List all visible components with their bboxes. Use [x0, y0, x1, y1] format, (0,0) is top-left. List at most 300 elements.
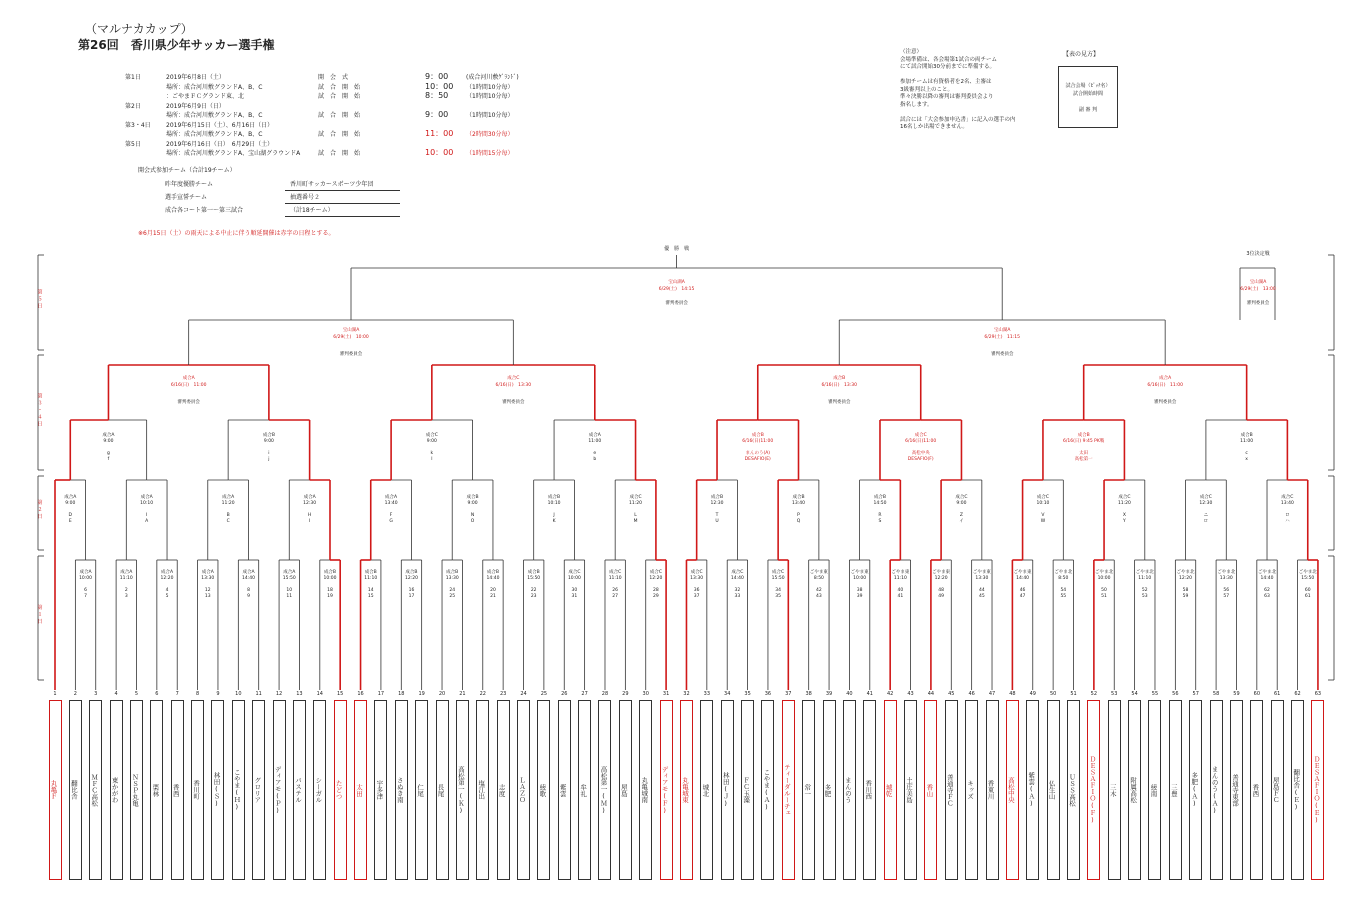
r1-match: ごやま北 10:00: [1095, 570, 1114, 581]
team-number: 34: [724, 691, 731, 697]
schedule-cell: 試 合 開 始: [318, 112, 361, 119]
seeding-label: 昨年度優勝チーム: [165, 181, 214, 188]
team-number: 20: [438, 691, 446, 697]
r1-match: 成合B 12:20: [404, 570, 418, 581]
quarter-ref: 審判委員会: [1153, 400, 1177, 405]
team-box: まんのう(Ａ): [1210, 700, 1223, 880]
team-box: 常一: [802, 700, 815, 880]
notes-line: 3級審判以上のこと。: [900, 86, 953, 93]
r2-match: 成合B 14:50 R S: [873, 495, 887, 524]
r2-match: 成合C 10:10 V W: [1036, 495, 1050, 524]
schedule-cell: 試 合 開 始: [318, 83, 361, 91]
r2-match: 成合A 12:30 H I: [303, 495, 317, 524]
schedule-cell: 8：50: [425, 91, 449, 100]
r3-match: 成合B 11:00 c x: [1240, 433, 1254, 462]
team-box: 善通寺ＦＣ: [945, 700, 958, 880]
r1-match: ごやま東 12:20: [932, 570, 951, 581]
round-label: 日: [37, 514, 43, 520]
team-box: 綾歌: [537, 700, 550, 880]
round-label: ２: [37, 507, 43, 513]
team-number: 3: [94, 691, 98, 697]
r1-ref: 48 49: [938, 588, 944, 599]
r1-ref: 24 25: [449, 588, 456, 599]
team-number: 32: [683, 691, 690, 697]
team-box: 多肥: [823, 700, 836, 880]
team-number: 44: [927, 691, 935, 697]
team-box: 善通寺東部: [1230, 700, 1243, 880]
team-box: こやま(Ｈ): [232, 700, 245, 880]
team-number: 60: [1253, 691, 1261, 697]
team-number: 28: [601, 691, 609, 697]
r1-ref: 52 53: [1141, 588, 1148, 599]
team-number: 40: [846, 691, 853, 697]
team-box: 栗林: [150, 700, 163, 880]
team-number: 57: [1192, 691, 1199, 697]
r1-match: ごやま北 12:20: [1176, 570, 1195, 581]
quarter-time: 6/16(日) 11:00: [1147, 383, 1183, 388]
quarter-ref: 審判委員会: [177, 400, 200, 405]
rain-warning: ※6月15日（土）の雨天による中止に伴う順延開催は赤字の日程とする。: [138, 230, 335, 237]
team-box: ＬＡＺＯ: [517, 700, 530, 880]
r1-ref: 12 13: [204, 588, 211, 599]
quarter-ref: 審判委員会: [502, 400, 525, 405]
final-venue: 宝山湖A: [668, 280, 685, 285]
team-box: 城北: [700, 700, 713, 880]
r1-match: ごやま東 14:40: [1013, 570, 1032, 581]
team-box: 高松第一(Ｋ): [456, 700, 469, 880]
team-box: パステル: [293, 700, 306, 880]
team-number: 35: [744, 691, 751, 697]
schedule-cell: 2019年6月16日（日） 6月29日（土）: [166, 140, 274, 148]
team-number: 48: [1009, 691, 1016, 697]
r1-match: 成合A 14:40: [242, 570, 255, 581]
r2-match: 成合B 10:10 J K: [547, 495, 561, 524]
team-number: 25: [540, 691, 548, 697]
team-number: 53: [1111, 691, 1118, 697]
round-label: ５: [37, 296, 43, 303]
team-number: 10: [235, 691, 242, 697]
team-number: 39: [825, 691, 833, 697]
team-number: 12: [275, 691, 283, 697]
quarter-time: 6/16(日) 11:00: [170, 383, 207, 388]
notes-line: 会場準備は、各会場第1試合の両チーム: [900, 56, 998, 63]
team-box: 丸亀Ｆ: [49, 700, 62, 880]
team-box: 香川西: [863, 700, 876, 880]
r1-ref: 8 9: [247, 588, 250, 599]
round-label: 第: [37, 605, 43, 611]
r1-ref: 14 15: [367, 588, 374, 599]
round-label: 日: [37, 421, 43, 428]
team-number: 43: [907, 691, 914, 697]
team-number: 59: [1233, 691, 1240, 697]
team-box: 翻比舎: [69, 700, 82, 880]
team-number: 29: [622, 691, 629, 697]
team-box: ディアモ(Ｆ): [660, 700, 673, 880]
r1-match: ごやま東 13:30: [972, 570, 991, 581]
schedule-cell: 9：00: [425, 72, 449, 81]
notes-title: （注意）: [900, 49, 923, 55]
r1-ref: 34 35: [775, 588, 781, 599]
r2-match: 成合A 9:00 D E: [64, 495, 77, 524]
quarter-venue: 成合C: [507, 376, 520, 381]
notes-line: にて試合開始30分前までに準備する。: [900, 64, 995, 70]
team-box: 香川町: [191, 700, 204, 880]
notes-line: 参加チームは有資格者を2名、主審は: [900, 79, 992, 85]
round-label: ３: [37, 400, 43, 407]
third-ref: 審判委員会: [1246, 301, 1270, 306]
final-label: 優 勝 戦: [664, 246, 690, 252]
team-number: 63: [1314, 691, 1322, 697]
seeding-value: 抽選番号２: [290, 194, 321, 201]
r1-match: 成合A 10:00: [79, 570, 93, 581]
schedule-cell: 第5日: [125, 140, 141, 148]
team-number: 7: [175, 691, 179, 697]
notes-line: 試合には「大会参加申込書」に記入の選手の内: [900, 116, 1016, 123]
schedule-cell: 場所：成合河川敷グランドA、宝山湖グラウンドA: [166, 150, 301, 157]
team-box: 紫雲: [558, 700, 571, 880]
round-label: ・: [37, 407, 43, 414]
seeding-label: 成合各コート第一〜第三試合: [165, 207, 244, 214]
r3-match: 成合C 9:00 k l: [425, 433, 438, 462]
team-number: 5: [134, 691, 139, 697]
schedule-cell: 開 会 式: [318, 74, 349, 81]
team-number: 61: [1274, 691, 1281, 697]
schedule-cell: (成合河川敷ｸﾞﾗﾝﾄﾞ): [466, 74, 519, 81]
team-number: 30: [642, 691, 649, 697]
r1-match: 成合B 10:00: [323, 570, 337, 581]
subtitle: （マルナカカップ）: [85, 22, 193, 36]
r1-ref: 54 55: [1060, 588, 1067, 599]
schedule-cell: （2時間30分毎）: [466, 131, 514, 138]
schedule-cell: 第2日: [125, 102, 141, 110]
r1-ref: 18 19: [327, 588, 333, 599]
third-label: 3位決定戦: [1246, 251, 1270, 257]
r1-match: 成合A 15:50: [282, 570, 296, 581]
r1-match: 成合B 13:30: [445, 570, 459, 581]
team-number: 51: [1070, 691, 1077, 697]
team-number: 33: [703, 691, 711, 697]
r1-match: 成合C 15:50: [771, 570, 785, 581]
team-number: 31: [662, 691, 670, 697]
round-label: 第: [37, 289, 43, 296]
team-number: 26: [561, 691, 568, 697]
r1-ref: 22 23: [530, 588, 537, 599]
team-number: 58: [1212, 691, 1220, 697]
r1-match: ごやま北 14:40: [1258, 570, 1276, 581]
semi-ref: 審判委員会: [339, 352, 363, 357]
team-box: 翻比舎(Ｅ): [1291, 700, 1304, 880]
schedule-cell: （1時間10分毎）: [466, 83, 514, 91]
team-box: 林田(Ｊ): [721, 700, 734, 880]
legend-line: 副 審 判: [1078, 107, 1098, 113]
r1-ref: 50 51: [1101, 588, 1107, 599]
team-box: 丸亀城南: [639, 700, 652, 880]
team-box: 丸亀城東: [680, 700, 693, 880]
team-number: 14: [316, 691, 323, 697]
r1-match: 成合A 13:30: [201, 570, 215, 581]
round-label: 日: [37, 303, 43, 310]
schedule-cell: （1時間10分毎）: [466, 93, 514, 100]
r1-ref: 44 45: [978, 588, 985, 599]
team-number: 23: [499, 691, 507, 697]
r3-match: 成合B 6/16(日) 9:45 PK戦 太田 高松第一: [1063, 433, 1105, 462]
schedule-cell: 9：00: [425, 110, 449, 119]
notes-line: 指名します。: [900, 101, 933, 108]
seeding-heading: 開会式参加チーム（合計19チーム）: [138, 167, 236, 174]
team-box: 屋島: [619, 700, 632, 880]
team-number: 22: [479, 691, 486, 697]
team-number: 52: [1090, 691, 1098, 697]
team-box: ＵＳＳ高松: [1067, 700, 1080, 880]
team-box: こやま(Ａ): [761, 700, 774, 880]
schedule-cell: 11：00: [425, 129, 454, 138]
r2-match: 成合B 12:30 T U: [710, 495, 724, 524]
r1-match: 成合C 12:20: [649, 570, 663, 581]
team-box: 高松中央: [1006, 700, 1019, 880]
team-number: 11: [255, 691, 262, 697]
semi-ref: 審判委員会: [990, 352, 1014, 357]
semi-venue: 宝山湖A: [342, 328, 360, 333]
team-box: ＦＣ玉藻: [741, 700, 754, 880]
r1-match: ごやま北 15:50: [1298, 570, 1317, 581]
schedule-cell: 10：00: [425, 148, 454, 157]
r2-match: 成合C 11:20 X Y: [1117, 495, 1131, 524]
team-number: 6: [155, 691, 159, 697]
round-label: ４: [37, 414, 43, 421]
team-box: ＭＦＣ高松: [89, 700, 102, 880]
team-box: 綾南: [1148, 700, 1161, 880]
team-number: 9: [216, 691, 220, 697]
team-box: シーガル: [313, 700, 326, 880]
schedule-cell: （1時間10分毎）: [466, 112, 514, 119]
schedule-cell: 場所：成合河川敷グランドA、B、C: [166, 83, 263, 91]
schedule-cell: （1時間15分毎）: [466, 150, 514, 157]
r1-ref: 56 57: [1223, 588, 1230, 599]
team-box: 仏生山: [1047, 700, 1060, 880]
team-number: 21: [459, 691, 466, 697]
r3-match: 成合B 6/16(日)11:00 まんのう(A) DESAFIO(E): [742, 433, 774, 462]
r1-match: ごやま東 8:50: [809, 570, 828, 581]
team-box: 牟礼: [578, 700, 591, 880]
team-number: 38: [805, 691, 812, 697]
r1-ref: 36 37: [693, 588, 700, 599]
team-number: 19: [418, 691, 425, 697]
r2-match: 成合A 10:10 I A: [140, 495, 154, 524]
schedule-cell: 試 合 開 始: [318, 93, 361, 100]
seeding-label: 選手宣誓チーム: [165, 194, 208, 201]
team-box: ティーダルーチェ: [782, 700, 795, 880]
team-number: 13: [296, 691, 303, 697]
team-box: 香山: [924, 700, 937, 880]
r2-match: 成合A 11:20 B C: [221, 495, 235, 524]
team-box: 多肥(Ａ): [1189, 700, 1202, 880]
r2-match: 成合C 11:20 L M: [629, 495, 643, 524]
team-number: 36: [764, 691, 772, 697]
r1-match: 成合C 10:00: [567, 570, 581, 581]
team-box: 太田: [354, 700, 367, 880]
r1-match: 成合B 14:40: [486, 570, 500, 581]
r1-match: 成合B 15:50: [527, 570, 541, 581]
r1-ref: 42 43: [816, 588, 822, 599]
schedule-cell: 2019年6月9日（日）: [166, 102, 225, 110]
r2-match: 成合A 13:40 F G: [384, 495, 398, 524]
team-number: 50: [1049, 691, 1057, 697]
r1-match: ごやま北 11:10: [1135, 570, 1154, 581]
team-number: 1: [53, 691, 57, 697]
r2-match: 成合B 9:00 N O: [466, 495, 479, 524]
team-number: 16: [357, 691, 364, 697]
team-number: 37: [785, 691, 792, 697]
team-box: グロリア: [252, 700, 265, 880]
r2-match: 成合B 13:40 P Q: [792, 495, 805, 524]
schedule-cell: 試 合 開 始: [318, 131, 361, 138]
team-number: 18: [398, 691, 405, 697]
team-box: まんのう: [843, 700, 856, 880]
team-box: 香東川: [986, 700, 999, 880]
r2-match: 成合C 12:30 ニ ロ: [1199, 495, 1213, 524]
r1-ref: 40 41: [897, 588, 904, 599]
team-number: 15: [336, 691, 344, 697]
r1-ref: 16 17: [408, 588, 415, 599]
team-box: 宇多津: [374, 700, 387, 880]
team-box: 城乾: [884, 700, 897, 880]
team-box: 林田(Ｓ): [211, 700, 224, 880]
r1-match: 成合A 11:10: [119, 570, 133, 581]
seeding-value: 香川町サッカースポーツ少年団: [290, 181, 374, 188]
r1-match: ごやま東 11:10: [891, 570, 910, 581]
team-number: 45: [948, 691, 955, 697]
quarter-time: 6/16(日) 13:30: [495, 383, 532, 388]
third-time: 6/29(土) 13:00: [1240, 287, 1276, 292]
team-box: 三木: [1108, 700, 1121, 880]
team-number: 46: [968, 691, 975, 697]
notes-line: 16名しか出場できません。: [900, 124, 968, 130]
quarter-venue: 成合A: [1159, 376, 1172, 381]
schedule-cell: 場所：成合河川敷グランドA、B、C: [166, 112, 263, 119]
r1-ref: 38 39: [856, 588, 863, 599]
team-number: 49: [1029, 691, 1036, 697]
page-title: 第26回 香川県少年サッカー選手権: [78, 38, 275, 52]
r1-ref: 32 33: [734, 588, 741, 599]
r3-match: 成合A 11:00 e b: [588, 433, 602, 462]
r1-match: 成合C 13:30: [690, 570, 704, 581]
team-box: ＮＳＰ丸亀: [130, 700, 143, 880]
seeding-value: （計18チーム）: [290, 207, 334, 214]
r1-ref: 30 31: [571, 588, 578, 599]
team-number: 47: [988, 691, 996, 697]
team-number: 17: [377, 691, 385, 697]
team-box: 塩江出: [476, 700, 489, 880]
team-box: 紫雲(Ａ): [1026, 700, 1039, 880]
team-number: 2: [73, 691, 77, 697]
team-box: 三豊: [1169, 700, 1182, 880]
r1-ref: 4 5: [165, 588, 169, 599]
schedule-cell: 第1日: [125, 74, 141, 81]
notes-line: 準々決勝以降の審判は審判委員会より: [900, 94, 994, 100]
quarter-venue: 成合A: [182, 376, 195, 381]
schedule-cell: 試 合 開 始: [318, 150, 361, 157]
final-time: 6/29(土) 14:15: [658, 287, 695, 292]
legend-line: 試合開始時間: [1072, 91, 1103, 97]
r1-ref: 60 61: [1304, 588, 1311, 599]
final-ref: 審判委員会: [665, 301, 688, 306]
quarter-ref: 審判委員会: [827, 400, 851, 405]
semi-time: 6/29(土) 11:15: [984, 335, 1021, 340]
quarter-time: 6/16(日) 13:30: [821, 383, 858, 388]
r1-ref: 26 27: [612, 588, 619, 599]
round-label: １: [37, 612, 43, 618]
team-box: 志度: [497, 700, 510, 880]
r1-match: 成合A 12:20: [160, 570, 174, 581]
team-number: 24: [520, 691, 527, 697]
team-box: 屋島ＦＣ: [1271, 700, 1284, 880]
schedule-cell: 場所：成合河川敷グランドA、B、C: [166, 131, 263, 138]
team-box: 東かがわ: [110, 700, 123, 880]
team-box: 香西: [171, 700, 184, 880]
r3-match: 成合B 9:00 i j: [262, 433, 275, 462]
round-label: 日: [37, 619, 43, 625]
team-box: さぬき南: [395, 700, 408, 880]
r1-match: ごやま東 10:00: [850, 570, 869, 581]
semi-venue: 宝山湖A: [993, 328, 1011, 333]
legend-title: 【表の見方】: [1063, 51, 1100, 58]
r1-ref: 20 21: [490, 588, 496, 599]
r1-match: ごやま北 13:30: [1217, 570, 1236, 581]
round-label: 第: [37, 500, 43, 506]
semi-time: 6/29(土) 10:00: [333, 335, 369, 340]
team-box: 高松第一(Ｍ): [598, 700, 611, 880]
team-number: 8: [195, 691, 200, 697]
r2-match: 成合C 9:00 Z イ: [955, 495, 968, 524]
r1-ref: 62 63: [1264, 588, 1270, 599]
r1-ref: 2 3: [124, 588, 128, 599]
r1-ref: 28 29: [653, 588, 659, 599]
team-box: ＤＥＳＡＦＩＯ(Ｆ): [1087, 700, 1100, 880]
team-box: 香西: [1250, 700, 1263, 880]
r1-ref: 6 7: [84, 588, 87, 599]
round-label: 第: [37, 393, 43, 400]
team-number: 41: [866, 691, 873, 697]
r1-ref: 46 47: [1019, 588, 1026, 599]
team-box: ディアモ(Ｐ): [273, 700, 286, 880]
team-number: 56: [1172, 691, 1179, 697]
schedule-cell: 2019年6月8日（土）: [166, 74, 225, 81]
r1-match: 成合B 11:10: [364, 570, 378, 581]
team-box: 土庄美島: [904, 700, 917, 880]
team-number: 4: [114, 691, 118, 697]
schedule-cell: 2019年6月15日（土）、6月16日（日）: [166, 121, 274, 129]
team-number: 54: [1131, 691, 1138, 697]
team-number: 27: [581, 691, 588, 697]
r1-ref: 10 11: [286, 588, 293, 599]
team-number: 55: [1151, 691, 1159, 697]
r1-match: 成合C 11:10: [608, 570, 622, 581]
team-box: ＤＥＳＡＦＩＯ(Ｅ): [1311, 700, 1324, 880]
schedule-cell: 第3・4日: [125, 121, 151, 129]
schedule-cell: ：ごやまＦＣグランド東、北: [166, 93, 245, 100]
legend-line: 試合会場（ﾋﾟｯﾁ名）: [1065, 83, 1111, 89]
r2-match: 成合C 13:40 ロ ハ: [1280, 495, 1294, 524]
team-box: 仁尾: [415, 700, 428, 880]
team-number: 62: [1294, 691, 1301, 697]
schedule-cell: 10：00: [425, 81, 454, 91]
r1-match: ごやま北 8:50: [1054, 570, 1073, 581]
third-venue: 宝山湖A: [1249, 280, 1267, 285]
r3-match: 成合A 9:00 g f: [102, 433, 115, 462]
r1-match: 成合C 14:40: [730, 570, 744, 581]
quarter-venue: 成合B: [833, 376, 846, 381]
team-box: 附属高松: [1128, 700, 1141, 880]
